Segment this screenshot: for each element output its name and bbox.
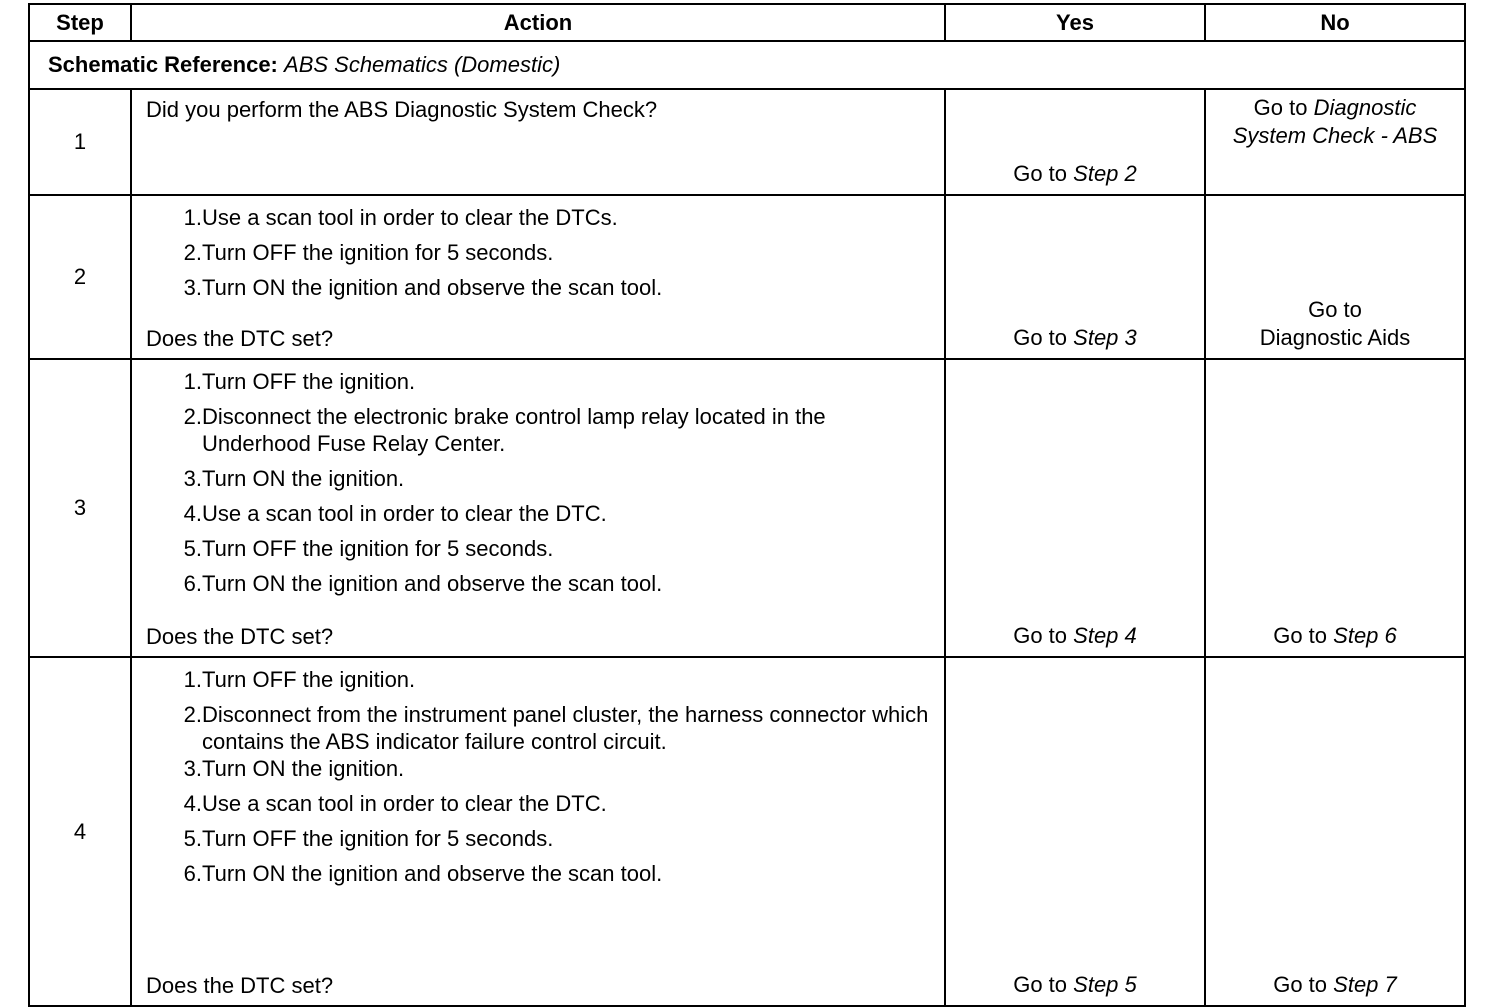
table-row xyxy=(29,359,1465,657)
item-number: 3. xyxy=(183,756,202,781)
list-item xyxy=(146,860,934,887)
action-list xyxy=(146,368,934,597)
no-prefix: Go to xyxy=(1253,95,1308,120)
item-number: 4. xyxy=(183,791,202,816)
no-prefix: Go to xyxy=(1273,623,1328,648)
diagnostic-table xyxy=(28,3,1466,1007)
list-item xyxy=(146,790,934,817)
item-text: Disconnect the electronic brake control lamp relay located in the Underhood Fuse Relay Center. xyxy=(202,404,826,456)
item-number: 2. xyxy=(183,240,202,265)
item-text: Turn OFF the ignition for 5 seconds. xyxy=(202,536,554,561)
item-text: Disconnect from the instrument panel cluster, the harness connector which contains the ABS indicator failure control circuit. xyxy=(202,702,929,754)
item-text: Turn ON the ignition and observe the scan tool. xyxy=(202,861,663,886)
item-number: 1. xyxy=(183,667,202,692)
no-prefix: Go to xyxy=(1273,972,1328,997)
header-yes: Yes xyxy=(945,4,1205,41)
schematic-row xyxy=(29,41,1465,89)
item-text: Turn ON the ignition. xyxy=(202,756,405,781)
header-action: Action xyxy=(131,4,945,41)
list-item xyxy=(146,239,934,266)
action-list xyxy=(146,204,934,301)
list-item xyxy=(146,368,934,395)
no-link[interactable]: Step 6 xyxy=(1333,623,1397,648)
yes-link[interactable]: Step 4 xyxy=(1073,623,1137,648)
item-number: 6. xyxy=(183,571,202,596)
no-cell xyxy=(1205,359,1465,657)
item-number: 3. xyxy=(183,275,202,300)
list-item xyxy=(146,701,934,755)
step-number: 4 xyxy=(29,657,131,1006)
no-cell xyxy=(1205,89,1465,195)
yes-cell xyxy=(945,359,1205,657)
item-number: 1. xyxy=(183,205,202,230)
yes-prefix: Go to xyxy=(1013,972,1068,997)
list-item xyxy=(146,274,934,301)
action-question: Did you perform the ABS Diagnostic System Check? xyxy=(146,97,658,122)
table-row xyxy=(29,89,1465,195)
item-text: Turn OFF the ignition. xyxy=(202,369,416,394)
yes-prefix: Go to xyxy=(1013,623,1068,648)
no-link[interactable]: Step 7 xyxy=(1333,972,1397,997)
list-item xyxy=(146,403,934,457)
yes-prefix: Go to xyxy=(1013,161,1068,186)
action-list xyxy=(146,666,934,887)
no-cell xyxy=(1205,657,1465,1006)
item-text: Use a scan tool in order to clear the DTC. xyxy=(202,791,607,816)
no-link[interactable]: Diagnostic Aids xyxy=(1259,325,1411,350)
step-number: 1 xyxy=(29,89,131,195)
header-no: No xyxy=(1205,4,1465,41)
item-text: Turn ON the ignition and observe the scan tool. xyxy=(202,571,663,596)
action-question: Does the DTC set? xyxy=(146,973,334,998)
list-item xyxy=(146,465,934,492)
list-item xyxy=(146,825,934,852)
action-question: Does the DTC set? xyxy=(146,624,334,649)
item-number: 4. xyxy=(183,501,202,526)
list-item xyxy=(146,666,934,693)
item-number: 2. xyxy=(183,702,202,727)
table-row xyxy=(29,657,1465,1006)
no-cell xyxy=(1205,195,1465,359)
item-text: Turn ON the ignition. xyxy=(202,466,405,491)
no-link-cont[interactable]: System Check - ABS xyxy=(1232,123,1438,148)
action-cell xyxy=(131,359,945,657)
action-cell xyxy=(131,195,945,359)
yes-link[interactable]: Step 5 xyxy=(1073,972,1137,997)
list-item xyxy=(146,500,934,527)
list-item xyxy=(146,755,934,782)
action-cell xyxy=(131,657,945,1006)
item-text: Turn OFF the ignition for 5 seconds. xyxy=(202,826,554,851)
item-number: 5. xyxy=(183,536,202,561)
item-text: Turn ON the ignition and observe the scan tool. xyxy=(202,275,663,300)
table-row xyxy=(29,195,1465,359)
yes-cell xyxy=(945,657,1205,1006)
item-text: Use a scan tool in order to clear the DTC. xyxy=(202,501,607,526)
schematic-link[interactable]: ABS Schematics (Domestic) xyxy=(284,52,561,77)
list-item xyxy=(146,535,934,562)
item-text: Turn OFF the ignition. xyxy=(202,667,416,692)
list-item xyxy=(146,570,934,597)
list-item xyxy=(146,204,934,231)
action-cell xyxy=(131,89,945,195)
item-number: 1. xyxy=(183,369,202,394)
yes-cell xyxy=(945,89,1205,195)
item-number: 3. xyxy=(183,466,202,491)
no-prefix: Go to xyxy=(1308,297,1362,322)
schematic-reference xyxy=(29,41,1465,89)
header-step: Step xyxy=(29,4,131,41)
step-number: 3 xyxy=(29,359,131,657)
item-number: 5. xyxy=(183,826,202,851)
header-row xyxy=(29,4,1465,41)
no-link[interactable]: Diagnostic xyxy=(1313,95,1417,120)
item-text: Use a scan tool in order to clear the DTCs. xyxy=(202,205,618,230)
yes-link[interactable]: Step 2 xyxy=(1073,161,1137,186)
yes-cell xyxy=(945,195,1205,359)
item-text: Turn OFF the ignition for 5 seconds. xyxy=(202,240,554,265)
schematic-label: Schematic Reference: xyxy=(48,52,278,77)
action-question: Does the DTC set? xyxy=(146,326,334,351)
item-number: 6. xyxy=(183,861,202,886)
step-number: 2 xyxy=(29,195,131,359)
item-number: 2. xyxy=(183,404,202,429)
yes-prefix: Go to xyxy=(1013,325,1068,350)
yes-link[interactable]: Step 3 xyxy=(1073,325,1137,350)
